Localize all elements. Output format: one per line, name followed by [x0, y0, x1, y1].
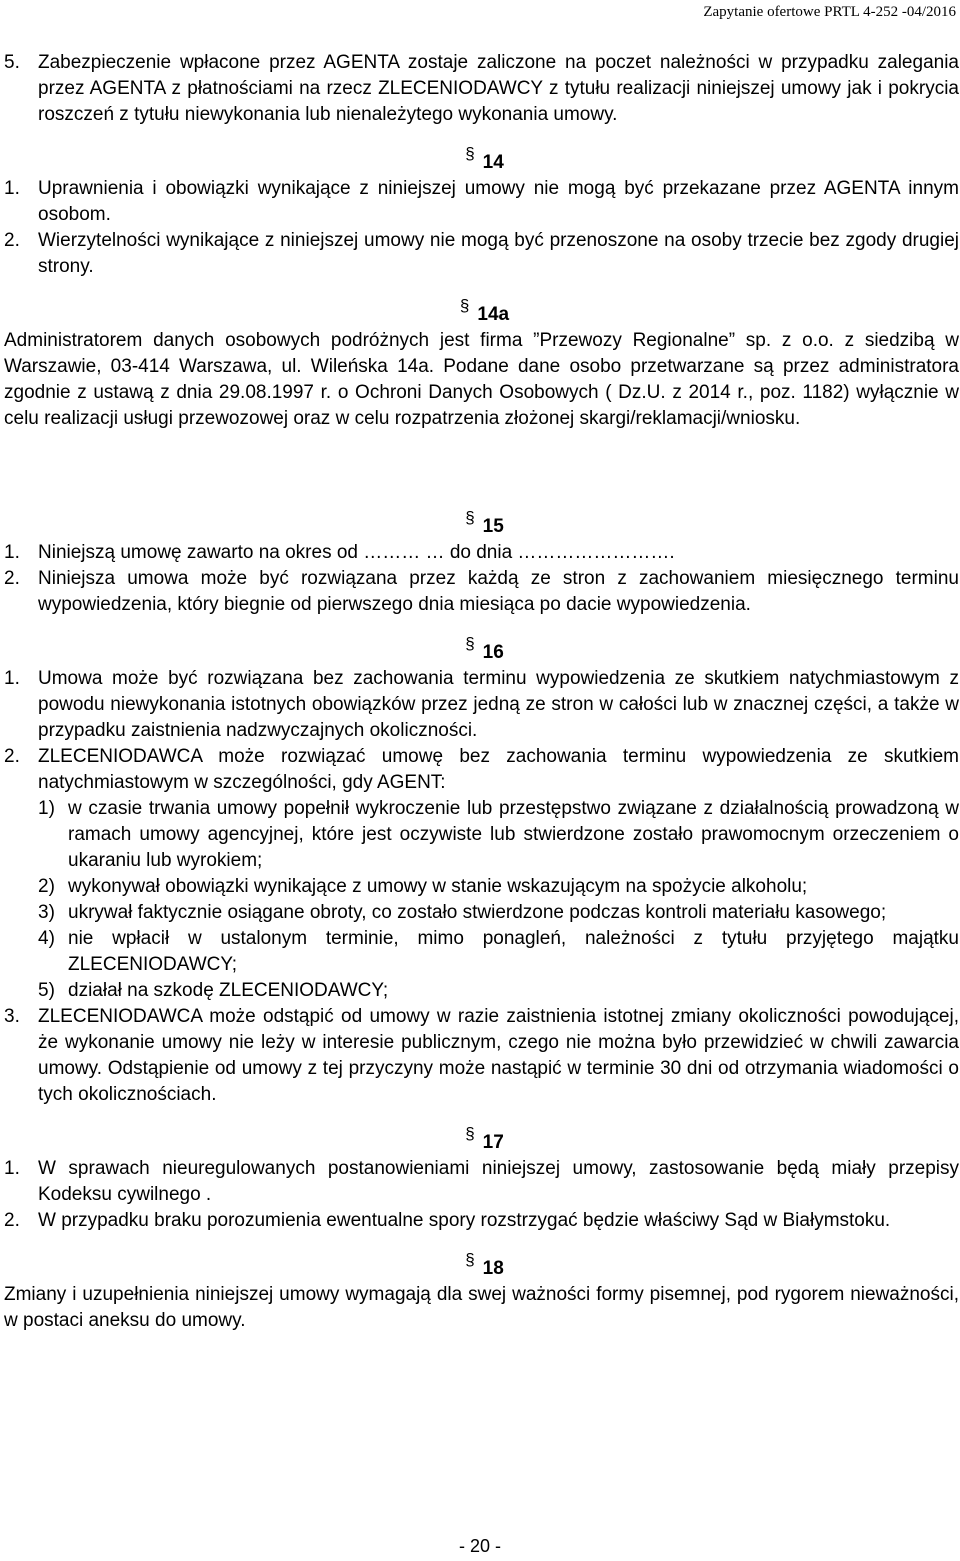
item-number: 1.	[4, 1158, 20, 1179]
item-text: Niniejszą umowę zawarto na okres od ……… … do dnia …………………….	[38, 542, 675, 563]
item-text: Zabezpieczenie wpłacone przez AGENTA zostaje zaliczone na poczet należności w przypadku zalegania przez AGENTA z płatnościami na rzecz ZLECENIODAWCY z tytułu realizacji niniejszej umowy jak i pokrycia roszczeń z tytułu niewykonania lub nienależytego wykonania umowy.	[38, 52, 959, 125]
section-number: 15	[482, 516, 504, 537]
item-number: 1.	[4, 668, 20, 689]
clause-16-subitem-1	[38, 796, 959, 874]
item-number: 2.	[4, 746, 20, 767]
item-number: 2.	[4, 1210, 20, 1231]
clause-14-item-1	[4, 176, 959, 228]
section-number: 17	[482, 1132, 504, 1153]
clause-14a-text: Administratorem danych osobowych podróżnych jest firma ”Przewozy Regionalne” sp. z o.o. z siedzibą w Warszawie, 03-414 Warszawa, ul. Wileńska 14a. Podane dane osobo przetwarzane są przez administratora zgodnie z ustawą z dnia 29.08.1997 r. o Ochroni Danych Osobowych ( Dz.U. z 2014 r., poz. 1182) wyłącznie w celu realizacji usługi przewozowej oraz w celu rozpatrzenia złożonej skargi/reklamacji/wniosku.	[4, 330, 959, 429]
clause-13-item-5	[4, 50, 959, 128]
subitem-text: w czasie trwania umowy popełnił wykroczenie lub przestępstwo związane z działalnością prowadzoną w ramach umowy agencyjnej, które jest oczywiste lub stwierdzone zostało prawomocnym orzeczeniem o ukaraniu lub wyrokiem;	[68, 798, 959, 871]
subitem-text: działał na szkodę ZLECENIODAWCY;	[68, 980, 389, 1001]
paragraph-sign-icon: §	[465, 508, 475, 527]
section-heading-15	[4, 508, 959, 540]
clause-16-subitem-3	[38, 900, 959, 926]
clause-16-item-1	[4, 666, 959, 744]
paragraph-sign-icon: §	[465, 634, 475, 653]
item-number: 2.	[4, 230, 20, 251]
item-number: 1.	[4, 542, 20, 563]
subitem-number: 1)	[38, 798, 55, 819]
section-number: 16	[482, 642, 504, 663]
clause-17-item-1	[4, 1156, 959, 1208]
item-text: Wierzytelności wynikające z niniejszej umowy nie mogą być przenoszone na osoby trzecie bez zgody drugiej strony.	[38, 230, 959, 277]
item-text: Umowa może być rozwiązana bez zachowania terminu wypowiedzenia ze skutkiem natychmiastowym z powodu niewykonania istotnych obowiązków przez jedną ze stron w całości lub w znacznej części, a także w przypadku zaistnienia nadzwyczajnych okoliczności.	[38, 668, 959, 741]
page-number: - 20 -	[458, 1536, 501, 1556]
clause-16-subitem-4	[38, 926, 959, 978]
section-heading-14	[4, 144, 959, 176]
paragraph-sign-icon: §	[459, 296, 470, 315]
section-number: 18	[482, 1258, 504, 1279]
item-text: Uprawnienia i obowiązki wynikające z niniejszej umowy nie mogą być przekazane przez AGENTA innym osobom.	[38, 178, 959, 225]
document-reference-header: Zapytanie ofertowe PRTL 4-252 -04/2016	[703, 4, 956, 20]
paragraph-sign-icon: §	[465, 144, 475, 163]
subitem-number: 4)	[38, 928, 55, 949]
section-number: 14a	[477, 304, 510, 325]
clause-16-item-2	[4, 744, 959, 796]
item-number: 5.	[4, 52, 20, 73]
document-body	[4, 50, 959, 1334]
item-text: ZLECENIODAWCA może rozwiązać umowę bez zachowania terminu wypowiedzenia ze skutkiem natychmiastowym w szczególności, gdy AGENT:	[38, 746, 959, 793]
subitem-number: 3)	[38, 902, 55, 923]
section-heading-18	[4, 1250, 959, 1282]
subitem-number: 5)	[38, 980, 55, 1001]
paragraph-sign-icon: §	[465, 1250, 475, 1269]
clause-15-item-2	[4, 566, 959, 618]
clause-16-item-3	[4, 1004, 959, 1108]
subitem-text: nie wpłacił w ustalonym terminie, mimo ponagleń, należności z tytułu przyjętego majątku ZLECENIODAWCY;	[68, 928, 959, 975]
item-number: 1.	[4, 178, 20, 199]
clause-17-item-2	[4, 1208, 959, 1234]
clause-16-subitem-2	[38, 874, 959, 900]
section-heading-14a	[4, 296, 959, 328]
clause-14-item-2	[4, 228, 959, 280]
item-text: W sprawach nieuregulowanych postanowieniami niniejszej umowy, zastosowanie będą miały przepisy Kodeksu cywilnego .	[38, 1158, 959, 1205]
section-heading-16	[4, 634, 959, 666]
subitem-text: wykonywał obowiązki wynikające z umowy w stanie wskazującym na spożycie alkoholu;	[68, 876, 808, 897]
item-text: W przypadku braku porozumienia ewentualne spory rozstrzygać będzie właściwy Sąd w Białymstoku.	[38, 1210, 891, 1231]
clause-16-subitem-5	[38, 978, 959, 1004]
subitem-number: 2)	[38, 876, 55, 897]
paragraph-sign-icon: §	[465, 1124, 475, 1143]
section-number: 14	[482, 152, 504, 173]
item-number: 3.	[4, 1006, 20, 1027]
item-text: ZLECENIODAWCA może odstąpić od umowy w razie zaistnienia istotnej zmiany okoliczności powodującej, że wykonanie umowy nie leży w interesie publicznym, czego nie można było przewidzieć w chwili zawarcia umowy. Odstąpienie od umowy z tej przyczyny może nastąpić w terminie 30 dni od otrzymania wiadomości o tych okolicznościach.	[38, 1006, 959, 1105]
clause-15-item-1	[4, 540, 959, 566]
item-text: Niniejsza umowa może być rozwiązana przez każdą ze stron z zachowaniem miesięcznego terminu wypowiedzenia, który biegnie od pierwszego dnia miesiąca po dacie wypowiedzenia.	[38, 568, 959, 615]
item-number: 2.	[4, 568, 20, 589]
clause-18-text: Zmiany i uzupełnienia niniejszej umowy wymagają dla swej ważności formy pisemnej, pod rygorem nieważności, w postaci aneksu do umowy.	[4, 1284, 959, 1331]
section-heading-17	[4, 1124, 959, 1156]
subitem-text: ukrywał faktycznie osiągane obroty, co zostało stwierdzone podczas kontroli materiału kasowego;	[68, 902, 887, 923]
